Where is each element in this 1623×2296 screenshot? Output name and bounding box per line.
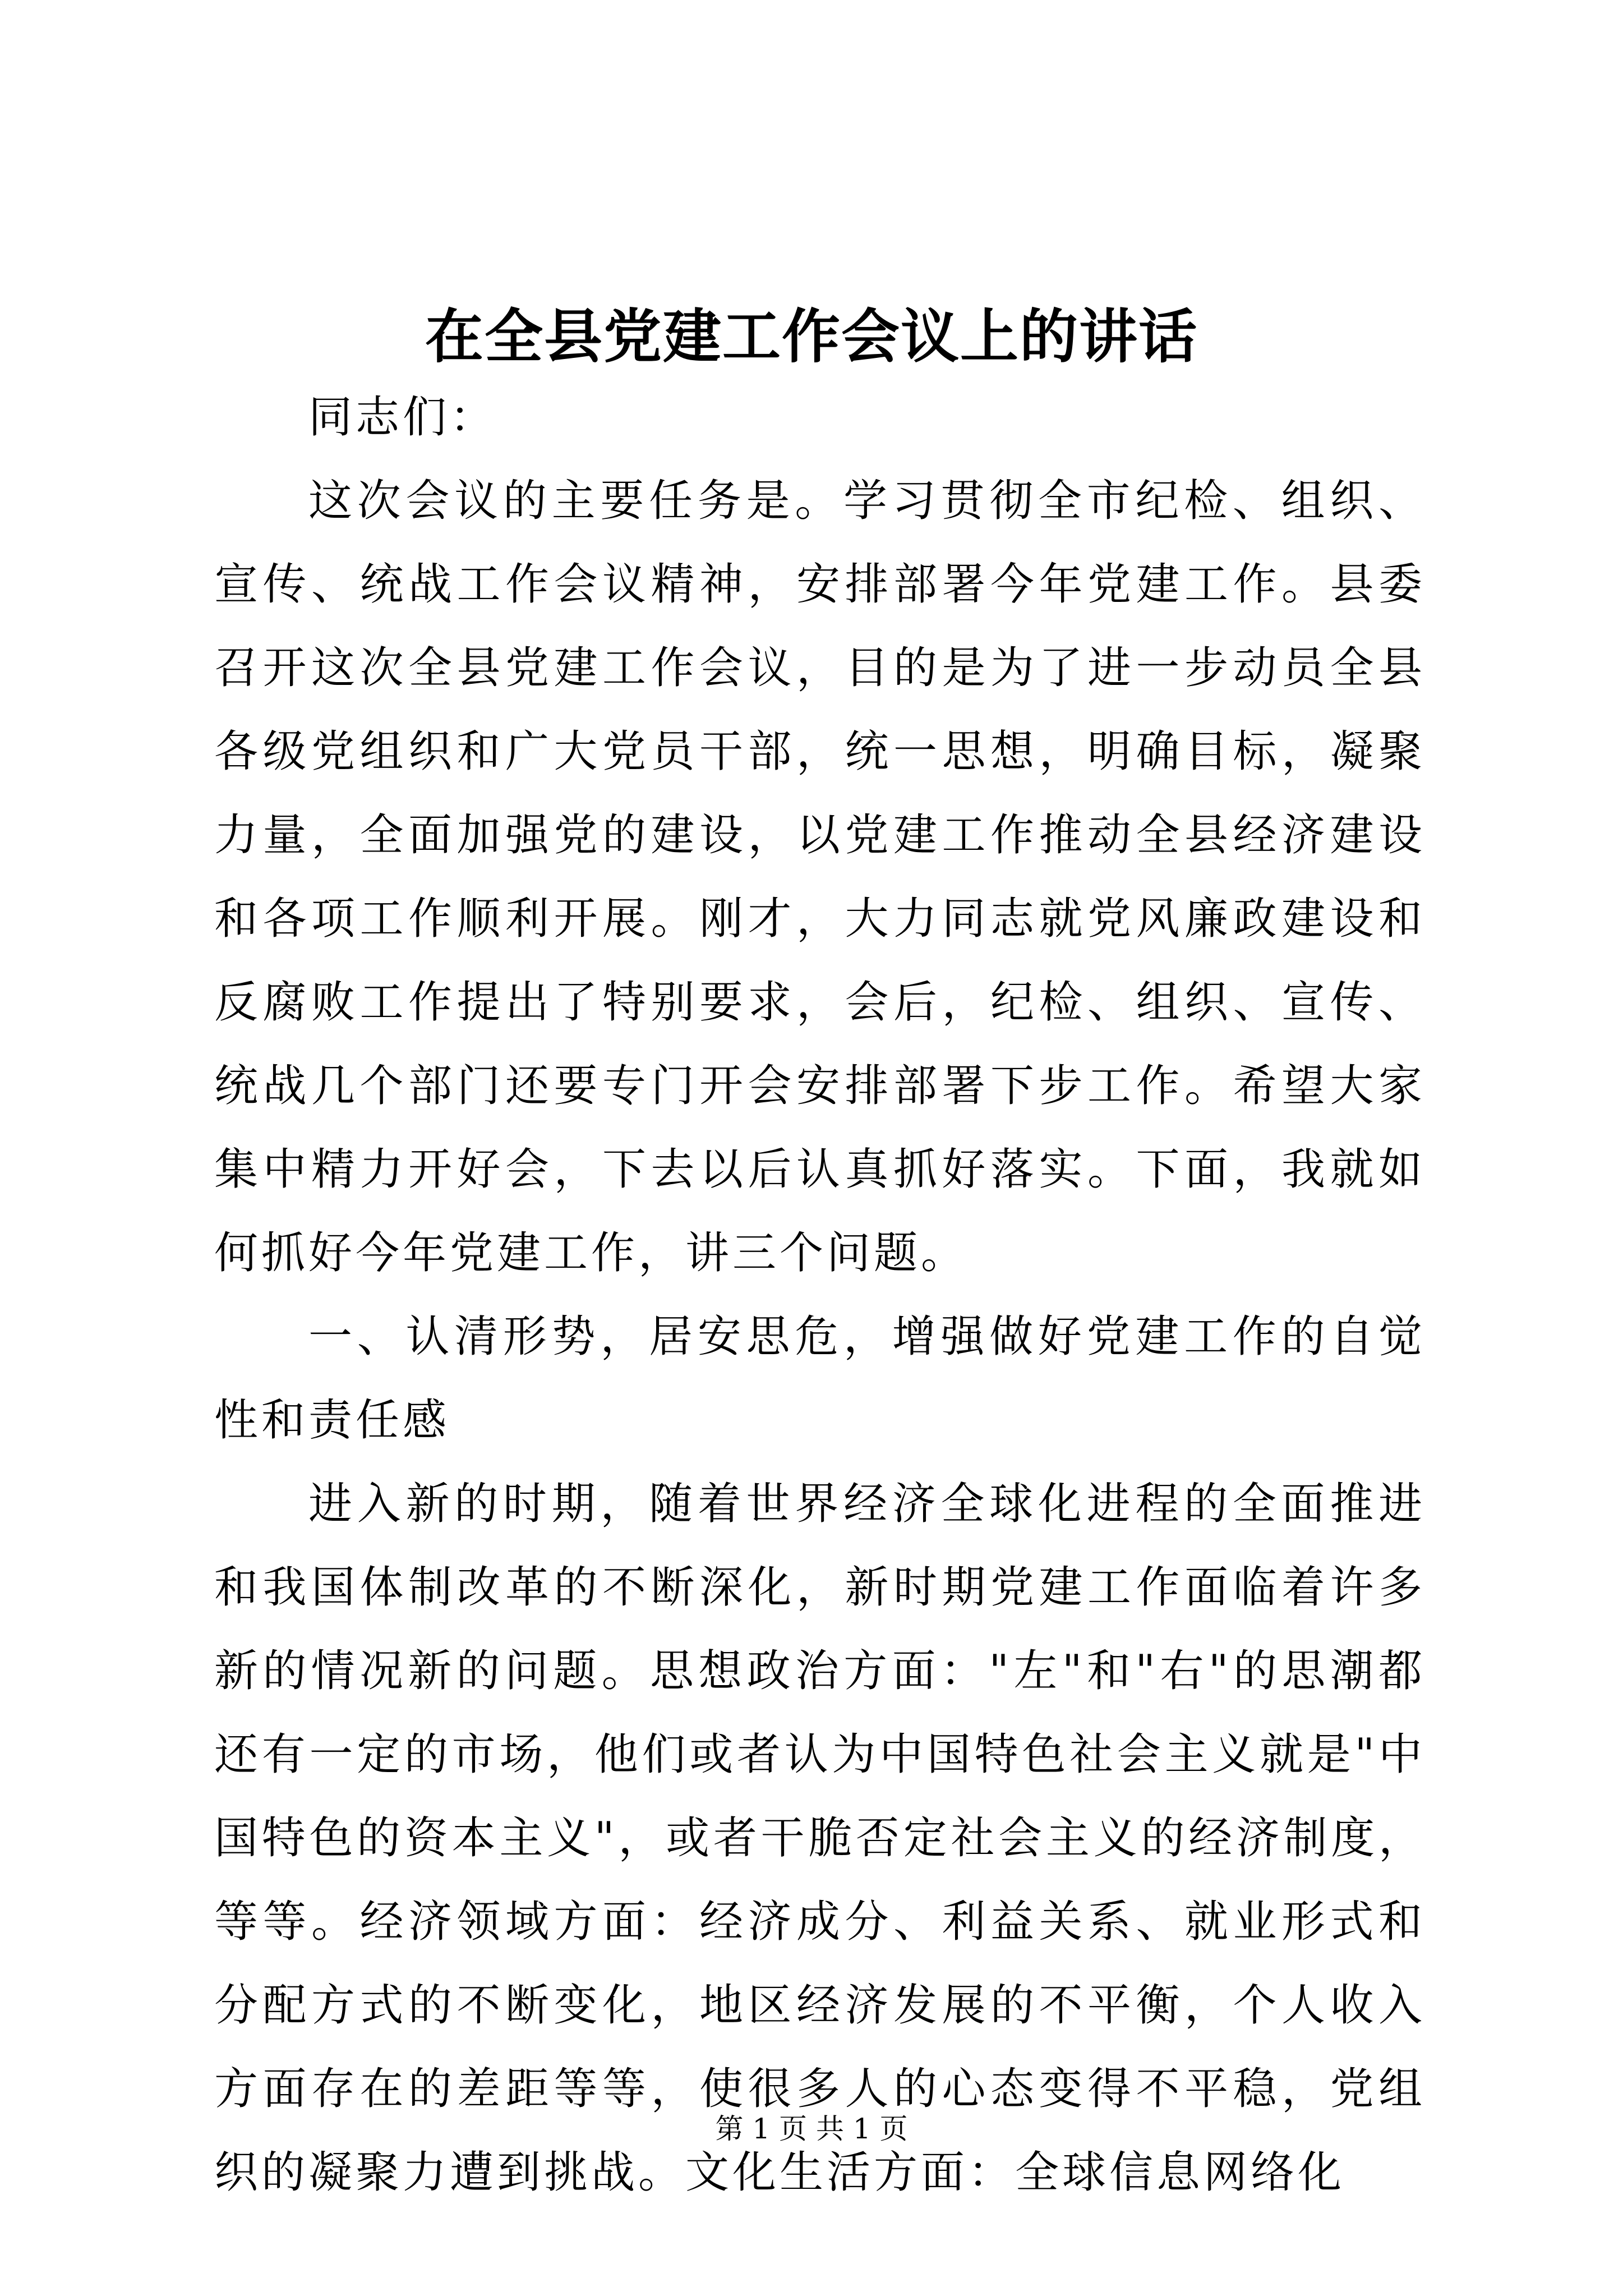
paragraph-salutation: 同志们： xyxy=(308,392,497,443)
paragraph-intro: 这次会议的主要任务是。学习贯彻全市纪检、组织、宣传、统战工作会议精神，安排部署今年党建工作。县委召开这次全县党建工作会议，目的是为了进一步动员全县各级党组织和广大党员干部，统一思想，明确目标，凝聚力量，全面加强党的建设，以党建工作推动全县经济建设和各项工作顺利开展。刚才，大力同志就党风廉政建设和反腐败工作提出了特别要求，会后，纪检、组织、宣传、统战几个部门还要专门开会安排部署下步工作。希望大家集中精力开好会，下去以后认真抓好落实。下面，我就如何抓好今年党建工作，讲三个问题。 xyxy=(214,476,1426,1278)
paragraph-situation: 进入新的时期，随着世界经济全球化进程的全面推进和我国体制改革的不断深化，新时期党建工作面临着许多新的情况新的问题。思想政治方面："左"和"右"的思潮都还有一定的市场，他们或者认为中国特色社会主义就是"中国特色的资本主义"，或者干脆否定社会主义的经济制度，等等。经济领域方面：经济成分、利益关系、就业形式和分配方式的不断变化，地区经济发展的不平衡，个人收入方面存在的差距等等，使很多人的心态变得不平稳，党组织的凝聚力遭到挑战。文化生活方面：全球信息网络化 xyxy=(214,1479,1426,2198)
page-footer xyxy=(0,2109,1623,2148)
section-heading-1: 一、认清形势，居安思危，增强做好党建工作的自觉性和责任感 xyxy=(214,1312,1426,1446)
document-title: 在全县党建工作会议上的讲话 xyxy=(425,302,1198,371)
document-body xyxy=(214,376,1426,2215)
page-number-label: 第 1 页 共 1 页 xyxy=(715,2113,908,2145)
